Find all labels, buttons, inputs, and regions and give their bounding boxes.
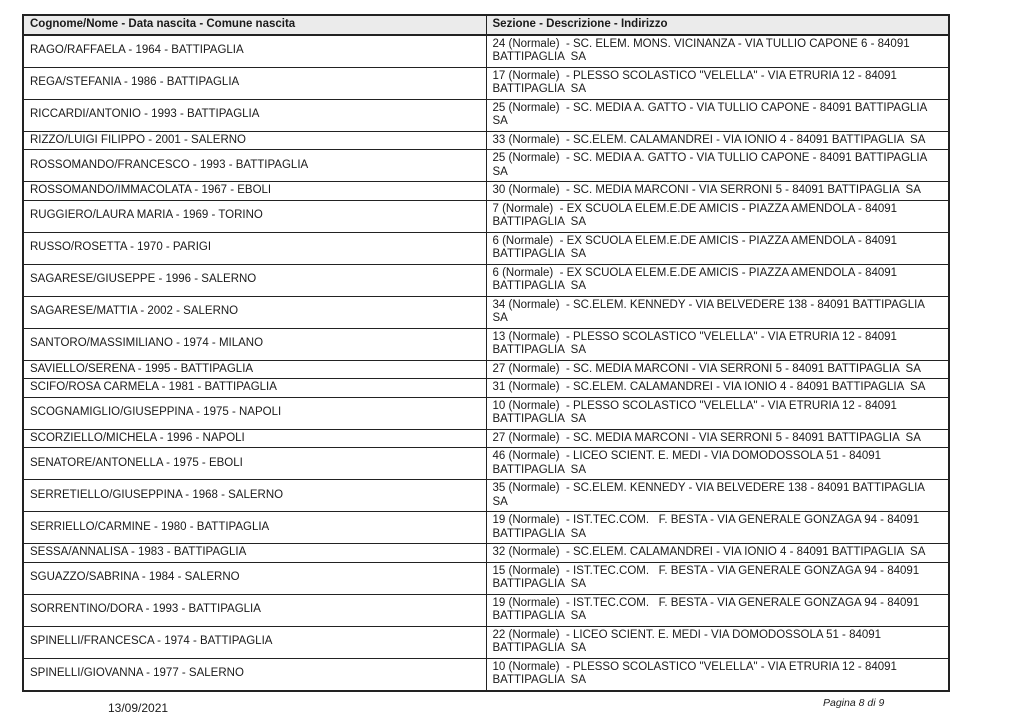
footer-page-number: Pagina 8 di 9 — [823, 697, 885, 709]
table-row — [23, 67, 949, 99]
person-cell: SPINELLI/FRANCESCA - 1974 - BATTIPAGLIA — [23, 626, 486, 658]
person-cell: ROSSOMANDO/FRANCESCO - 1993 - BATTIPAGLIA — [23, 150, 486, 182]
section-cell: 7 (Normale) - EX SCUOLA ELEM.E.DE AMICIS - PIAZZA AMENDOLA - 84091 BATTIPAGLIA SA — [486, 200, 949, 232]
voters-table — [22, 14, 950, 692]
section-cell: 6 (Normale) - EX SCUOLA ELEM.E.DE AMICIS - PIAZZA AMENDOLA - 84091 BATTIPAGLIA SA — [486, 264, 949, 296]
table-row — [23, 232, 949, 264]
section-cell: 25 (Normale) - SC. MEDIA A. GATTO - VIA TULLIO CAPONE - 84091 BATTIPAGLIA SA — [486, 99, 949, 131]
table-row — [23, 512, 949, 544]
table-row — [23, 360, 949, 379]
table-row — [23, 99, 949, 131]
table-row — [23, 480, 949, 512]
section-cell: 30 (Normale) - SC. MEDIA MARCONI - VIA SERRONI 5 - 84091 BATTIPAGLIA SA — [486, 182, 949, 201]
table-row — [23, 35, 949, 68]
section-cell: 31 (Normale) - SC.ELEM. CALAMANDREI - VIA IONIO 4 - 84091 BATTIPAGLIA SA — [486, 379, 949, 398]
section-cell: 22 (Normale) - LICEO SCIENT. E. MEDI - VIA DOMODOSSOLA 51 - 84091 BATTIPAGLIA SA — [486, 626, 949, 658]
section-cell: 24 (Normale) - SC. ELEM. MONS. VICINANZA - VIA TULLIO CAPONE 6 - 84091 BATTIPAGLIA SA — [486, 35, 949, 68]
person-cell: SENATORE/ANTONELLA - 1975 - EBOLI — [23, 448, 486, 480]
person-cell: SCIFO/ROSA CARMELA - 1981 - BATTIPAGLIA — [23, 379, 486, 398]
person-cell: RUGGIERO/LAURA MARIA - 1969 - TORINO — [23, 200, 486, 232]
section-cell: 27 (Normale) - SC. MEDIA MARCONI - VIA SERRONI 5 - 84091 BATTIPAGLIA SA — [486, 429, 949, 448]
person-cell: RUSSO/ROSETTA - 1970 - PARIGI — [23, 232, 486, 264]
header-person-column: Cognome/Nome - Data nascita - Comune nascita — [23, 15, 486, 35]
section-cell: 15 (Normale) - IST.TEC.COM. F. BESTA - VIA GENERALE GONZAGA 94 - 84091 BATTIPAGLIA SA — [486, 562, 949, 594]
section-cell: 27 (Normale) - SC. MEDIA MARCONI - VIA SERRONI 5 - 84091 BATTIPAGLIA SA — [486, 360, 949, 379]
table-row — [23, 594, 949, 626]
section-cell: 32 (Normale) - SC.ELEM. CALAMANDREI - VIA IONIO 4 - 84091 BATTIPAGLIA SA — [486, 544, 949, 563]
table-body — [23, 35, 949, 691]
section-cell: 33 (Normale) - SC.ELEM. CALAMANDREI - VIA IONIO 4 - 84091 BATTIPAGLIA SA — [486, 131, 949, 150]
table-row — [23, 379, 949, 398]
section-cell: 25 (Normale) - SC. MEDIA A. GATTO - VIA TULLIO CAPONE - 84091 BATTIPAGLIA SA — [486, 150, 949, 182]
table-header — [23, 15, 949, 35]
person-cell: SCOGNAMIGLIO/GIUSEPPINA - 1975 - NAPOLI — [23, 397, 486, 429]
table-row — [23, 328, 949, 360]
table-row — [23, 200, 949, 232]
person-cell: SAVIELLO/SERENA - 1995 - BATTIPAGLIA — [23, 360, 486, 379]
table-row — [23, 296, 949, 328]
person-cell: SERRIELLO/CARMINE - 1980 - BATTIPAGLIA — [23, 512, 486, 544]
person-cell: SAGARESE/MATTIA - 2002 - SALERNO — [23, 296, 486, 328]
person-cell: RICCARDI/ANTONIO - 1993 - BATTIPAGLIA — [23, 99, 486, 131]
person-cell: SORRENTINO/DORA - 1993 - BATTIPAGLIA — [23, 594, 486, 626]
table-row — [23, 429, 949, 448]
person-cell: ROSSOMANDO/IMMACOLATA - 1967 - EBOLI — [23, 182, 486, 201]
section-cell: 10 (Normale) - PLESSO SCOLASTICO "VELELLA" - VIA ETRURIA 12 - 84091 BATTIPAGLIA SA — [486, 658, 949, 691]
person-cell: SPINELLI/GIOVANNA - 1977 - SALERNO — [23, 658, 486, 691]
section-cell: 6 (Normale) - EX SCUOLA ELEM.E.DE AMICIS - PIAZZA AMENDOLA - 84091 BATTIPAGLIA SA — [486, 232, 949, 264]
footer-date: 13/09/2021 — [108, 701, 169, 715]
person-cell: REGA/STEFANIA - 1986 - BATTIPAGLIA — [23, 67, 486, 99]
table-row — [23, 562, 949, 594]
section-cell: 46 (Normale) - LICEO SCIENT. E. MEDI - VIA DOMODOSSOLA 51 - 84091 BATTIPAGLIA SA — [486, 448, 949, 480]
person-cell: SERRETIELLO/GIUSEPPINA - 1968 - SALERNO — [23, 480, 486, 512]
person-cell: SANTORO/MASSIMILIANO - 1974 - MILANO — [23, 328, 486, 360]
table-row — [23, 626, 949, 658]
section-cell: 13 (Normale) - PLESSO SCOLASTICO "VELELLA" - VIA ETRURIA 12 - 84091 BATTIPAGLIA SA — [486, 328, 949, 360]
section-cell: 10 (Normale) - PLESSO SCOLASTICO "VELELLA" - VIA ETRURIA 12 - 84091 BATTIPAGLIA SA — [486, 397, 949, 429]
person-cell: RIZZO/LUIGI FILIPPO - 2001 - SALERNO — [23, 131, 486, 150]
header-row — [23, 15, 949, 35]
person-cell: SAGARESE/GIUSEPPE - 1996 - SALERNO — [23, 264, 486, 296]
table-row — [23, 182, 949, 201]
person-cell: SESSA/ANNALISA - 1983 - BATTIPAGLIA — [23, 544, 486, 563]
person-cell: SCORZIELLO/MICHELA - 1996 - NAPOLI — [23, 429, 486, 448]
table-row — [23, 544, 949, 563]
header-section-column: Sezione - Descrizione - Indirizzo — [486, 15, 949, 35]
table-row — [23, 397, 949, 429]
section-cell: 17 (Normale) - PLESSO SCOLASTICO "VELELLA" - VIA ETRURIA 12 - 84091 BATTIPAGLIA SA — [486, 67, 949, 99]
section-cell: 35 (Normale) - SC.ELEM. KENNEDY - VIA BELVEDERE 138 - 84091 BATTIPAGLIA SA — [486, 480, 949, 512]
section-cell: 19 (Normale) - IST.TEC.COM. F. BESTA - VIA GENERALE GONZAGA 94 - 84091 BATTIPAGLIA SA — [486, 594, 949, 626]
table-row — [23, 150, 949, 182]
section-cell: 19 (Normale) - IST.TEC.COM. F. BESTA - VIA GENERALE GONZAGA 94 - 84091 BATTIPAGLIA SA — [486, 512, 949, 544]
person-cell: SGUAZZO/SABRINA - 1984 - SALERNO — [23, 562, 486, 594]
table-row — [23, 448, 949, 480]
section-cell: 34 (Normale) - SC.ELEM. KENNEDY - VIA BELVEDERE 138 - 84091 BATTIPAGLIA SA — [486, 296, 949, 328]
table-row — [23, 131, 949, 150]
table-row — [23, 658, 949, 691]
table-row — [23, 264, 949, 296]
person-cell: RAGO/RAFFAELA - 1964 - BATTIPAGLIA — [23, 35, 486, 68]
